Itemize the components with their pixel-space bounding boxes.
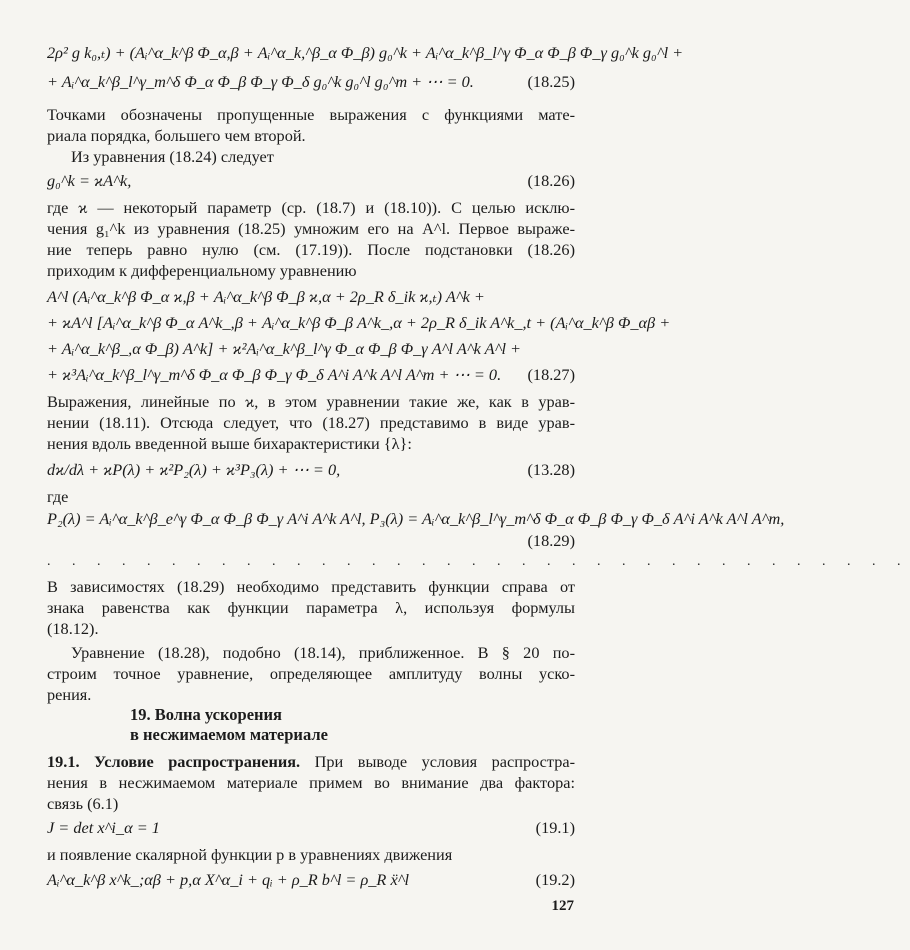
equation-line: A^l (Aᵢ^α_k^β Φ_α ϰ,β + Aᵢ^α_k^β Φ_β ϰ,α + 2ρ_R δ_ik ϰ,ₜ) A^k + <box>47 287 485 306</box>
equation-line: + ϰA^l [Aᵢ^α_k^β Φ_α A^k_,β + Aᵢ^α_k^β Φ_β A^k_,α + 2ρ_R δ_ik A^k_,t + (Aᵢ^α_k^β Φ_αβ + <box>47 313 671 332</box>
equation-line: g₀^k = ϰA^k, (18.26) <box>47 171 575 190</box>
equation-number: (13.28) <box>527 460 575 479</box>
text-line: риала порядка, большего чем второй. <box>47 126 306 145</box>
page-number: 127 <box>551 898 574 914</box>
text-line: нения вдоль введенной выше бихарактеристики {λ}: <box>47 434 412 453</box>
text-line: В зависимостях (18.29) необходимо представить функции справа от <box>47 577 575 596</box>
equation-number: (19.1) <box>535 818 575 837</box>
text-line: нения в несжимаемом материале примем во внимание два фактора: <box>47 773 575 792</box>
equation-line: Aᵢ^α_k^β x^k_;αβ + p,α X^α_i + qᵢ + ρ_R b^l = ρ_R ẍ^l (19.2) <box>47 870 575 889</box>
equation-line: 2ρ² g k₀,ₜ) + (Aᵢ^α_k^β Φ_α,β + Aᵢ^α_k,^β_α Φ_β) g₀^k + Aᵢ^α_k^β_l^γ Φ_α Φ_β Φ_γ g₀^k g₀^l + <box>47 43 684 62</box>
text-line: Выражения, линейные по ϰ, в этом уравнении такие же, как в урав- <box>47 392 575 411</box>
text-line: 19.1. Условие распространения. При выводе условия распростра- <box>47 752 575 771</box>
equation-number: (18.25) <box>527 72 575 91</box>
text-line: Из уравнения (18.24) следует <box>71 147 274 166</box>
equation-line: dϰ/dλ + ϰP(λ) + ϰ²P₂(λ) + ϰ³P₃(λ) + ⋯ = 0, (13.28) <box>47 460 575 479</box>
text-line: строим точное уравнение, определяющее амплитуду волны уско- <box>47 664 575 683</box>
text-line: и появление скалярной функции p в уравнениях движения <box>47 845 453 864</box>
text-line: нении (18.11). Отсюда следует, что (18.27) представимо в виде урав- <box>47 413 575 432</box>
equation-number: (19.2) <box>535 870 575 889</box>
equation-number: (18.29) <box>527 531 575 550</box>
text-line: Уравнение (18.28), подобно (18.14), приближенное. В § 20 по- <box>71 643 575 662</box>
text-line: знака равенства как функции параметра λ, используя формулы <box>47 598 575 617</box>
text-line: приходим к дифференциальному уравнению <box>47 261 357 280</box>
text-line: (18.12). <box>47 619 99 638</box>
equation-number: (18.27) <box>527 365 575 384</box>
text-line: ние теперь равно нулю (см. (17.19)). После подстановки (18.26) <box>47 240 575 259</box>
equation-line: J = det x^i_α = 1 (19.1) <box>47 818 575 837</box>
subsection-title: 19.1. Условие распространения. <box>47 752 301 771</box>
equation-line: + Aᵢ^α_k^β_l^γ_m^δ Φ_α Φ_β Φ_γ Φ_δ g₀^k g₀^l g₀^m + ⋯ = 0. (18.25) <box>47 72 575 91</box>
section-heading: 19. Волна ускорения <box>130 705 282 724</box>
text-line: чения g₁^k из уравнения (18.25) умножим его на A^l. Первое выраже- <box>47 219 575 238</box>
text-line: рения. <box>47 685 92 704</box>
text-line: связь (6.1) <box>47 794 119 813</box>
ellipsis-line: . . . . . . . . . . . . . . . . . . . . . . . . . . . . . . . . . . . <box>47 554 910 569</box>
section-heading: в несжимаемом материале <box>130 725 328 744</box>
text-line: где ϰ — некоторый параметр (ср. (18.7) и (18.10)). С целью исклю- <box>47 198 575 217</box>
equation-line: P₂(λ) = Aᵢ^α_k^β_e^γ Φ_α Φ_β Φ_γ A^i A^k A^l, P₃(λ) = Aᵢ^α_k^β_l^γ_m^δ Φ_α Φ_β Φ_γ Φ_δ A^i A^k A^l A^m, <box>47 509 785 528</box>
equation-line: + ϰ³Aᵢ^α_k^β_l^γ_m^δ Φ_α Φ_β Φ_γ Φ_δ A^i A^k A^l A^m + ⋯ = 0. (18.27) <box>47 365 575 384</box>
text-line: Точками обозначены пропущенные выражения с функциями мате- <box>47 105 575 124</box>
equation-line: + Aᵢ^α_k^β_,α Φ_β) A^k] + ϰ²Aᵢ^α_k^β_l^γ Φ_α Φ_β Φ_γ A^l A^k A^l + <box>47 339 522 358</box>
equation-number: (18.26) <box>527 171 575 190</box>
text-line: где <box>47 487 69 506</box>
